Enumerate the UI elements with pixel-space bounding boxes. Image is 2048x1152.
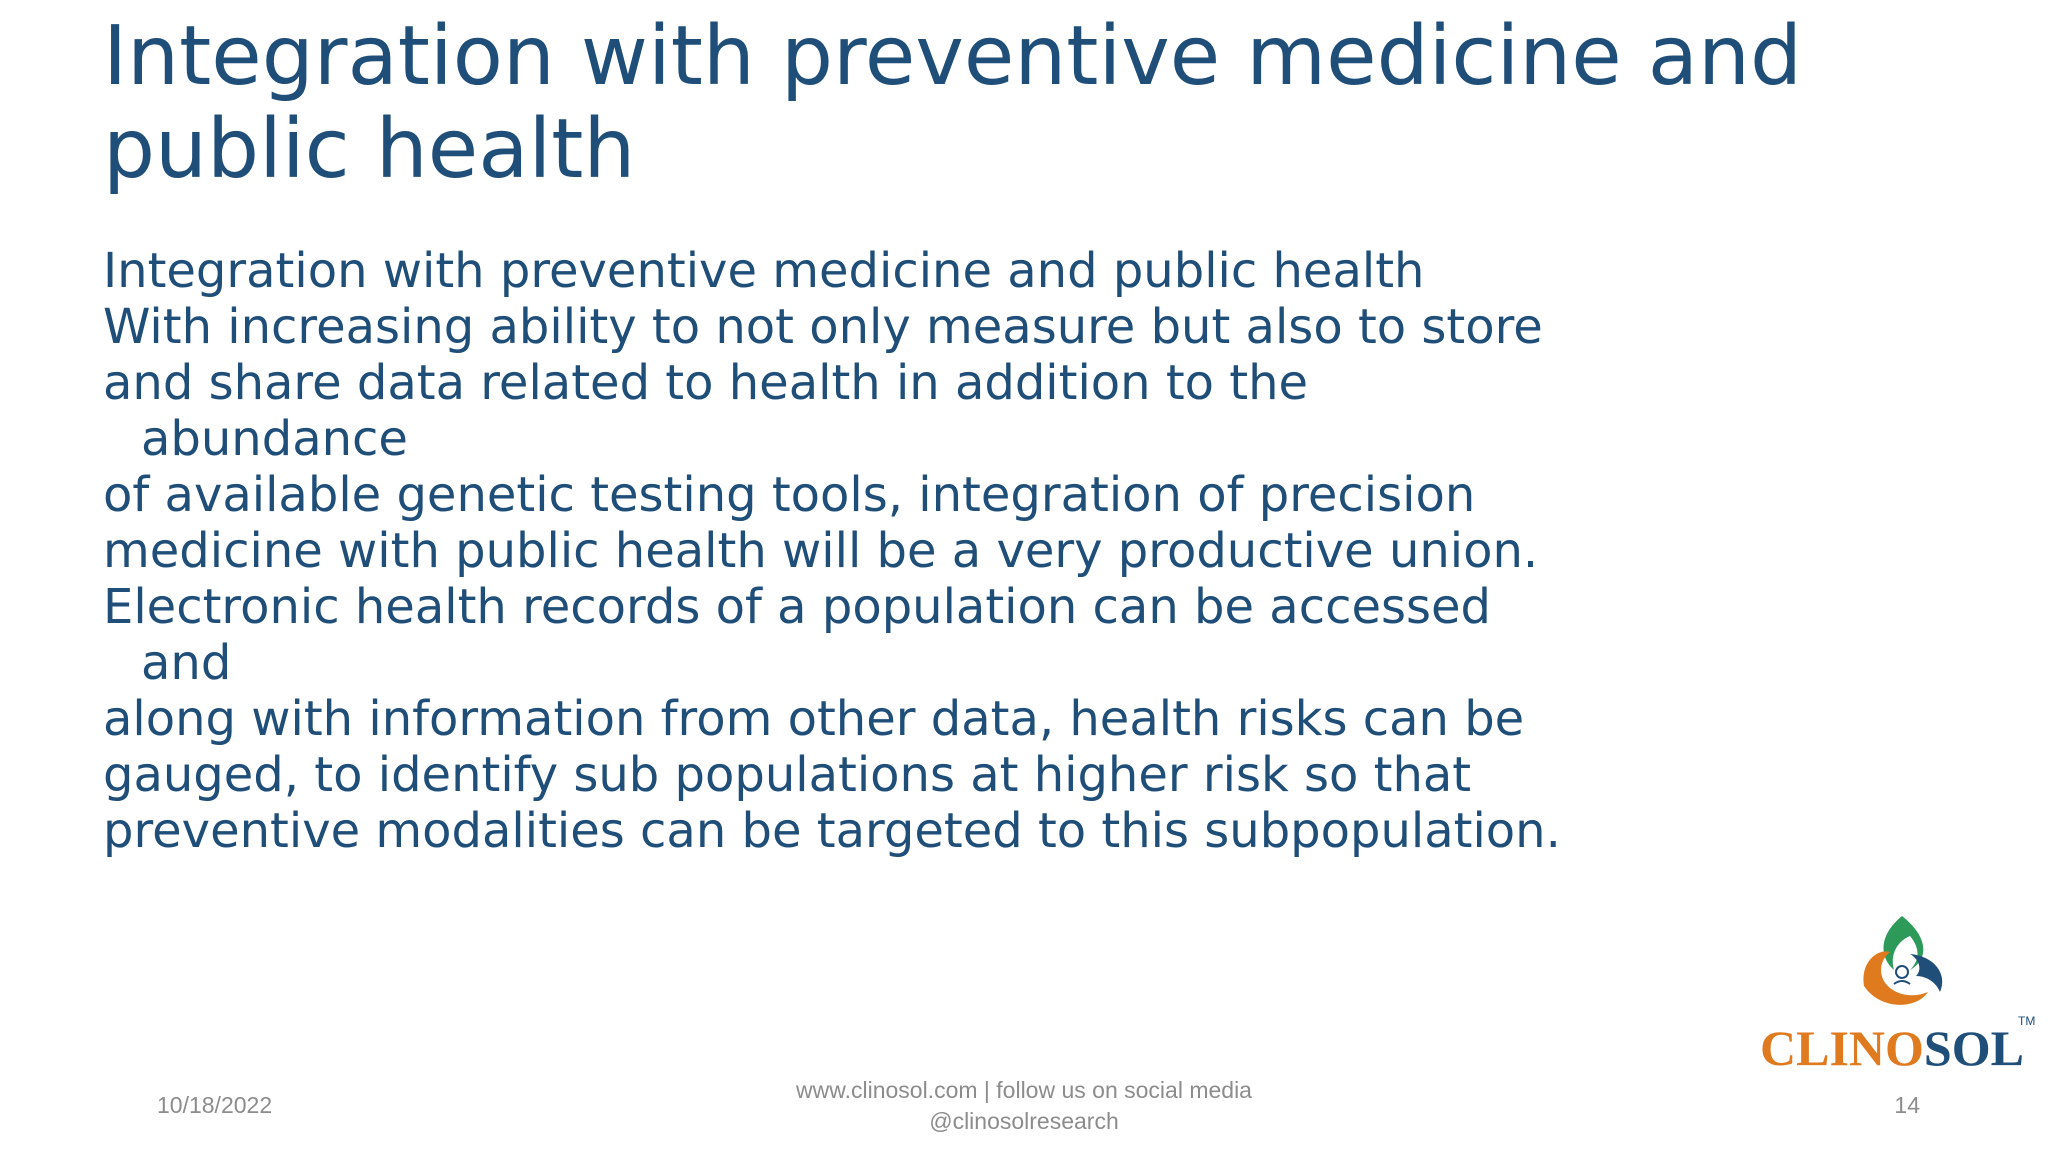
body-line: Integration with preventive medicine and public health — [103, 243, 1425, 299]
footer-date: 10/18/2022 — [157, 1092, 273, 1118]
body-line: preventive modalities can be targeted to this subpopulation. — [103, 803, 1561, 859]
slide-title — [103, 10, 1803, 196]
body-line: and — [141, 635, 232, 691]
slide-body — [103, 243, 1603, 859]
body-line: Electronic health records of a population can be accessed — [103, 579, 1492, 635]
trademark-mark: TM — [2018, 1014, 2036, 1028]
body-line: medicine with public health will be a very productive union. — [103, 523, 1539, 579]
clinosol-logo — [1760, 912, 2040, 1082]
body-line: abundance — [141, 411, 408, 467]
page-number: 14 — [1894, 1092, 1920, 1118]
body-line: along with information from other data, health risks can be — [103, 691, 1525, 747]
clinosol-wordmark — [1760, 1020, 2040, 1076]
slide-title-line-2: public health — [103, 102, 636, 197]
footer-website-line: www.clinosol.com | follow us on social media — [796, 1077, 1252, 1103]
clinosol-emblem-icon — [1850, 912, 1960, 1017]
footer-social-handle: @clinosolresearch — [929, 1108, 1119, 1134]
body-line: gauged, to identify sub populations at higher risk so that — [103, 747, 1472, 803]
body-line: and share data related to health in addition to the — [103, 355, 1309, 411]
footer-center-text — [724, 1075, 1324, 1137]
wordmark-sol: SOL — [1923, 1020, 2024, 1076]
body-line: of available genetic testing tools, integration of precision — [103, 467, 1476, 523]
body-line: With increasing ability to not only measure but also to store — [103, 299, 1543, 355]
slide-title-line-1: Integration with preventive medicine and — [103, 9, 1803, 104]
wordmark-clino: CLINO — [1760, 1020, 1924, 1076]
